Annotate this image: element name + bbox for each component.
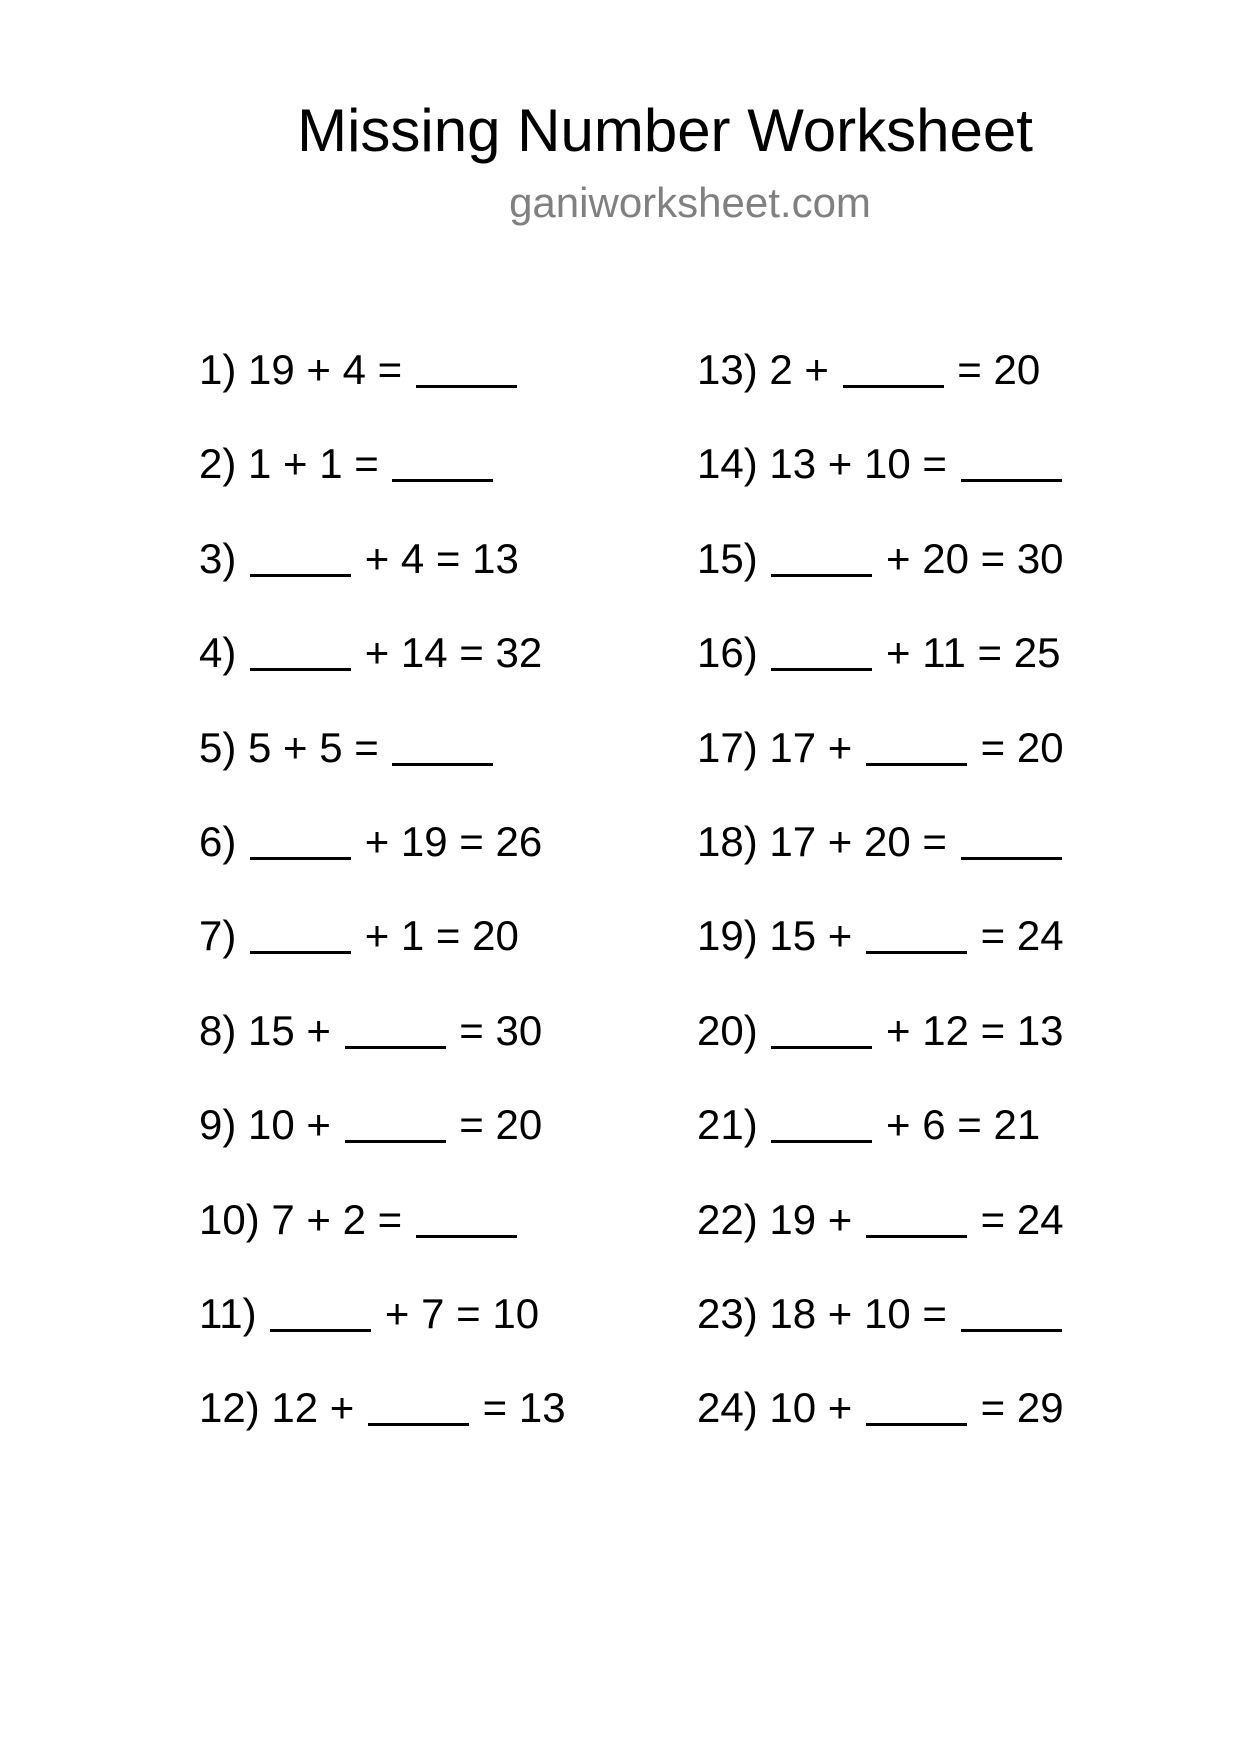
- equation-text: 17 + 20 =: [769, 817, 959, 865]
- equation-text: 2 +: [769, 346, 841, 393]
- problem-number: 18): [697, 817, 758, 865]
- equation-text: 12 +: [271, 1384, 366, 1432]
- answer-blank[interactable]: [961, 439, 1062, 482]
- equation-text: + 14 = 32: [353, 629, 543, 677]
- equation-text: + 11 = 25: [874, 629, 1061, 677]
- equation-text: = 24: [968, 1195, 1064, 1243]
- equation-text: 13 + 10 =: [769, 440, 959, 488]
- answer-blank[interactable]: [961, 817, 1062, 860]
- problem-item: [697, 1190, 1064, 1284]
- equation-text: = 30: [447, 1006, 543, 1054]
- problem-number: 14): [697, 440, 758, 488]
- problem-item: [199, 906, 566, 1000]
- answer-blank[interactable]: [250, 534, 351, 577]
- answer-blank[interactable]: [250, 911, 351, 954]
- answer-blank[interactable]: [392, 723, 493, 766]
- problem-item: [697, 1378, 1064, 1472]
- equation-text: + 20 = 30: [874, 534, 1064, 582]
- problem-number: 23): [697, 1289, 758, 1337]
- answer-blank[interactable]: [250, 628, 351, 671]
- equation-text: 15 +: [248, 1006, 343, 1054]
- problem-item: [199, 434, 566, 528]
- problem-item: [199, 340, 566, 434]
- equation-text: 19 +: [769, 1195, 864, 1243]
- problem-number: 21): [697, 1101, 758, 1149]
- problem-item: [697, 1284, 1064, 1378]
- equation-text: = 20: [447, 1101, 543, 1149]
- answer-blank[interactable]: [771, 1100, 872, 1143]
- equation-text: 18 + 10 =: [769, 1289, 959, 1337]
- answer-blank[interactable]: [368, 1383, 469, 1426]
- problem-number: 4): [199, 629, 237, 677]
- problem-number: 7): [199, 912, 237, 960]
- answer-blank[interactable]: [843, 345, 944, 388]
- problem-item: [697, 1001, 1064, 1095]
- problem-number: 19): [697, 912, 758, 960]
- problem-number: 22): [697, 1195, 758, 1243]
- answer-blank[interactable]: [392, 439, 493, 482]
- problem-number: 15): [697, 534, 758, 582]
- problem-number: 24): [697, 1384, 758, 1432]
- problem-item: [199, 1190, 566, 1284]
- problem-number: 9): [199, 1101, 237, 1149]
- equation-text: 17 +: [769, 723, 864, 771]
- problem-number: 6): [199, 817, 237, 865]
- problem-item: [697, 718, 1064, 812]
- problem-column-left: [199, 340, 566, 1473]
- answer-blank[interactable]: [866, 1195, 967, 1238]
- answer-blank[interactable]: [270, 1289, 371, 1332]
- answer-blank[interactable]: [771, 1006, 872, 1049]
- equation-text: 7 + 2 =: [271, 1195, 414, 1243]
- equation-text: 10 +: [769, 1384, 864, 1432]
- problem-item: [199, 1284, 566, 1378]
- problem-number: 8): [199, 1006, 237, 1054]
- equation-text: + 1 = 20: [353, 912, 519, 960]
- equation-text: + 12 = 13: [874, 1006, 1064, 1054]
- equation-text: = 24: [968, 912, 1064, 960]
- equation-text: = 20: [945, 346, 1041, 393]
- problem-item: [199, 1001, 566, 1095]
- answer-blank[interactable]: [416, 345, 517, 388]
- problem-item: [199, 1378, 566, 1472]
- problem-column-right: [697, 340, 1064, 1473]
- equation-text: 1 + 1 =: [248, 440, 391, 488]
- problem-item: [697, 906, 1064, 1000]
- answer-blank[interactable]: [961, 1289, 1062, 1332]
- answer-blank[interactable]: [345, 1100, 446, 1143]
- equation-text: + 7 = 10: [373, 1289, 540, 1337]
- problem-number: 5): [199, 723, 237, 771]
- equation-text: 15 +: [769, 912, 864, 960]
- equation-text: + 4 = 13: [353, 534, 519, 582]
- equation-text: 19 + 4 =: [248, 346, 414, 393]
- equation-text: 10 +: [248, 1101, 343, 1149]
- problem-number: 12): [199, 1384, 260, 1432]
- answer-blank[interactable]: [866, 723, 967, 766]
- answer-blank[interactable]: [250, 817, 351, 860]
- site-url: ganiworksheet.com: [509, 179, 871, 226]
- problem-number: 2): [199, 440, 237, 488]
- problem-number: 20): [697, 1006, 758, 1054]
- problem-number: 16): [697, 629, 758, 677]
- answer-blank[interactable]: [345, 1006, 446, 1049]
- equation-text: = 29: [968, 1384, 1064, 1432]
- problem-item: [199, 812, 566, 906]
- problem-number: 11): [199, 1289, 257, 1337]
- answer-blank[interactable]: [866, 1383, 967, 1426]
- problem-item: [199, 718, 566, 812]
- answer-blank[interactable]: [771, 628, 872, 671]
- problem-number: 1): [199, 346, 237, 393]
- problem-item: [199, 623, 566, 717]
- page-title: Missing Number Worksheet: [297, 97, 1033, 164]
- equation-text: + 19 = 26: [353, 817, 543, 865]
- answer-blank[interactable]: [771, 534, 872, 577]
- problem-item: [199, 1095, 566, 1189]
- problem-number: 10): [199, 1195, 260, 1243]
- problem-number: 3): [199, 534, 237, 582]
- problem-item: [697, 812, 1064, 906]
- equation-text: 5 + 5 =: [248, 723, 391, 771]
- problem-item: [697, 340, 1064, 434]
- answer-blank[interactable]: [866, 911, 967, 954]
- equation-text: = 13: [470, 1384, 566, 1432]
- problem-item: [199, 529, 566, 623]
- problem-item: [697, 1095, 1064, 1189]
- problem-number: 13): [697, 346, 758, 393]
- answer-blank[interactable]: [416, 1195, 517, 1238]
- problem-item: [697, 529, 1064, 623]
- problem-number: 17): [697, 723, 758, 771]
- problem-item: [697, 434, 1064, 528]
- equation-text: + 6 = 21: [874, 1101, 1041, 1149]
- equation-text: = 20: [968, 723, 1064, 771]
- problem-item: [697, 623, 1064, 717]
